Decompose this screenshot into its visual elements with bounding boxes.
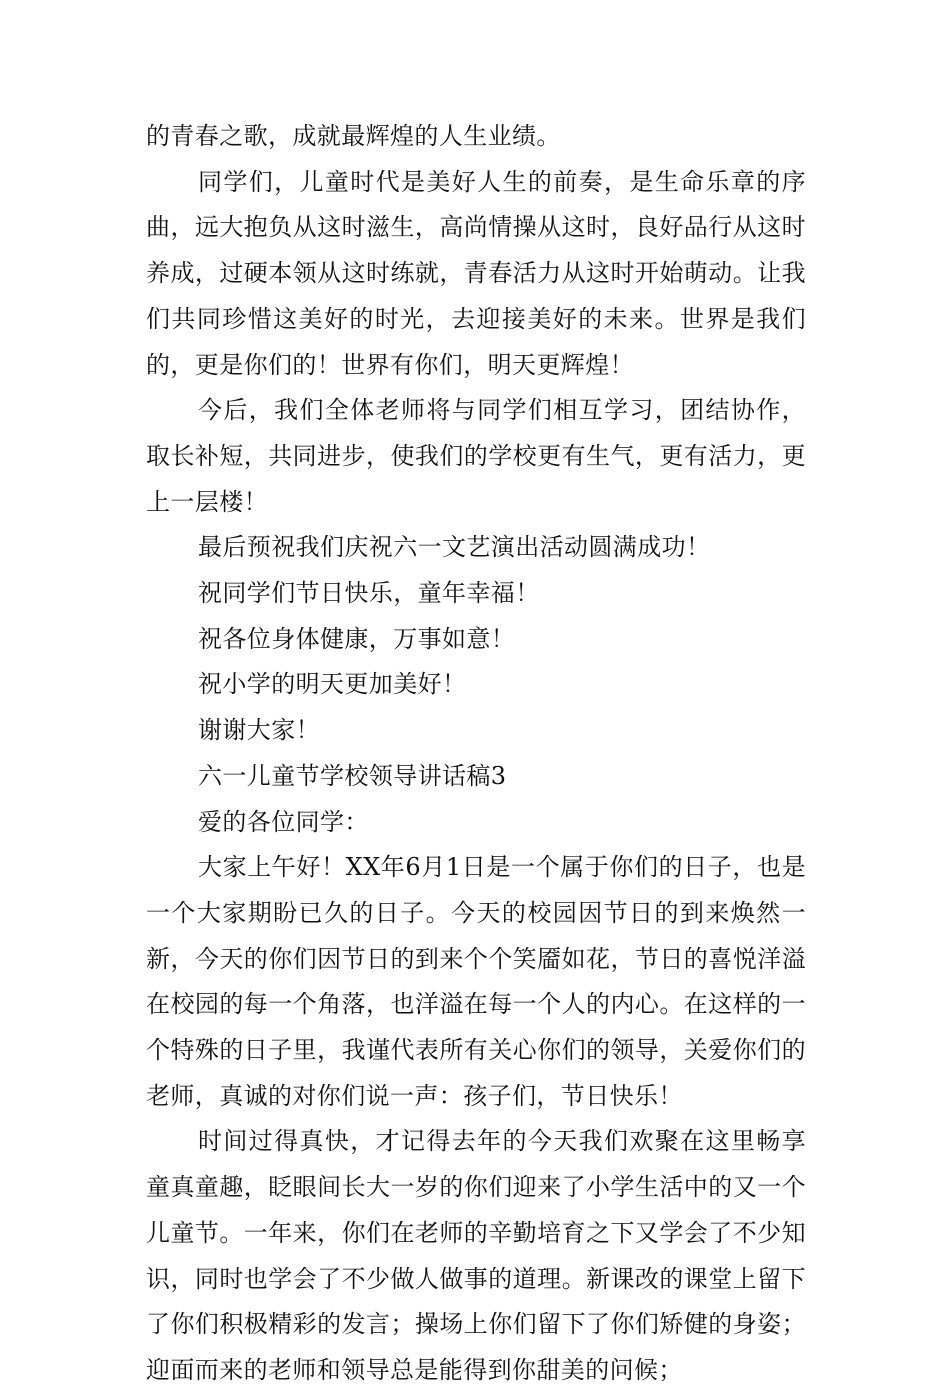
- salutation: 爱的各位同学：: [198, 807, 369, 836]
- wish-performance: 最后预祝我们庆祝六一文艺演出活动圆满成功！: [198, 533, 711, 562]
- paragraph-childhood: 同学们，儿童时代是美好人生的前奏，是生命乐章的序曲，远大抱负从这时滋生，高尚情操从这时，良好品行从这时养成，过硬本领从这时练就，青春活力从这时开始萌动。让我们共同珍惜这美好的时光，去迎接美好的未来。世界是我们的，更是你们的！世界有你们，明天更辉煌！: [146, 167, 806, 379]
- document-body: [146, 114, 806, 1394]
- paragraph-future: 今后，我们全体老师将与同学们相互学习，团结协作，取长补短，共同进步，使我们的学校更有生气，更有活力，更上一层楼！: [146, 396, 806, 516]
- paragraph-continuation: 的青春之歌，成就最辉煌的人生业绩。: [146, 122, 561, 150]
- wish-students: 祝同学们节日快乐，童年幸福！: [198, 579, 540, 608]
- wish-health: 祝各位身体健康，万事如意！: [198, 624, 516, 653]
- wish-school: 祝小学的明天更加美好！: [198, 670, 467, 699]
- paragraph-greeting: 大家上午好！XX年6月1日是一个属于你们的日子，也是一个大家期盼已久的日子。今天的校园因节日的到来焕然一新，今天的你们因节日的到来个个笑靥如花，节日的喜悦洋溢在校园的每一个角落，也洋溢在每一个人的内心。在这样的一个特殊的日子里，我谨代表所有关心你们的领导，关爱你们的老师，真诚的对你们说一声：孩子们，节日快乐！: [146, 853, 806, 1110]
- thanks-line: 谢谢大家！: [198, 716, 320, 745]
- paragraph-time: 时间过得真快，才记得去年的今天我们欢聚在这里畅享童真童趣，眨眼间长大一岁的你们迎来了小学生活中的又一个儿童节。一年来，你们在老师的辛勤培育之下又学会了不少知识，同时也学会了不少做人做事的道理。新课改的课堂上留下了你们积极精彩的发言；操场上你们留下了你们矫健的身姿；迎面而来的老师和领导总是能得到你甜美的问候；: [146, 1127, 806, 1384]
- section-title: 六一儿童节学校领导讲话稿3: [198, 761, 507, 790]
